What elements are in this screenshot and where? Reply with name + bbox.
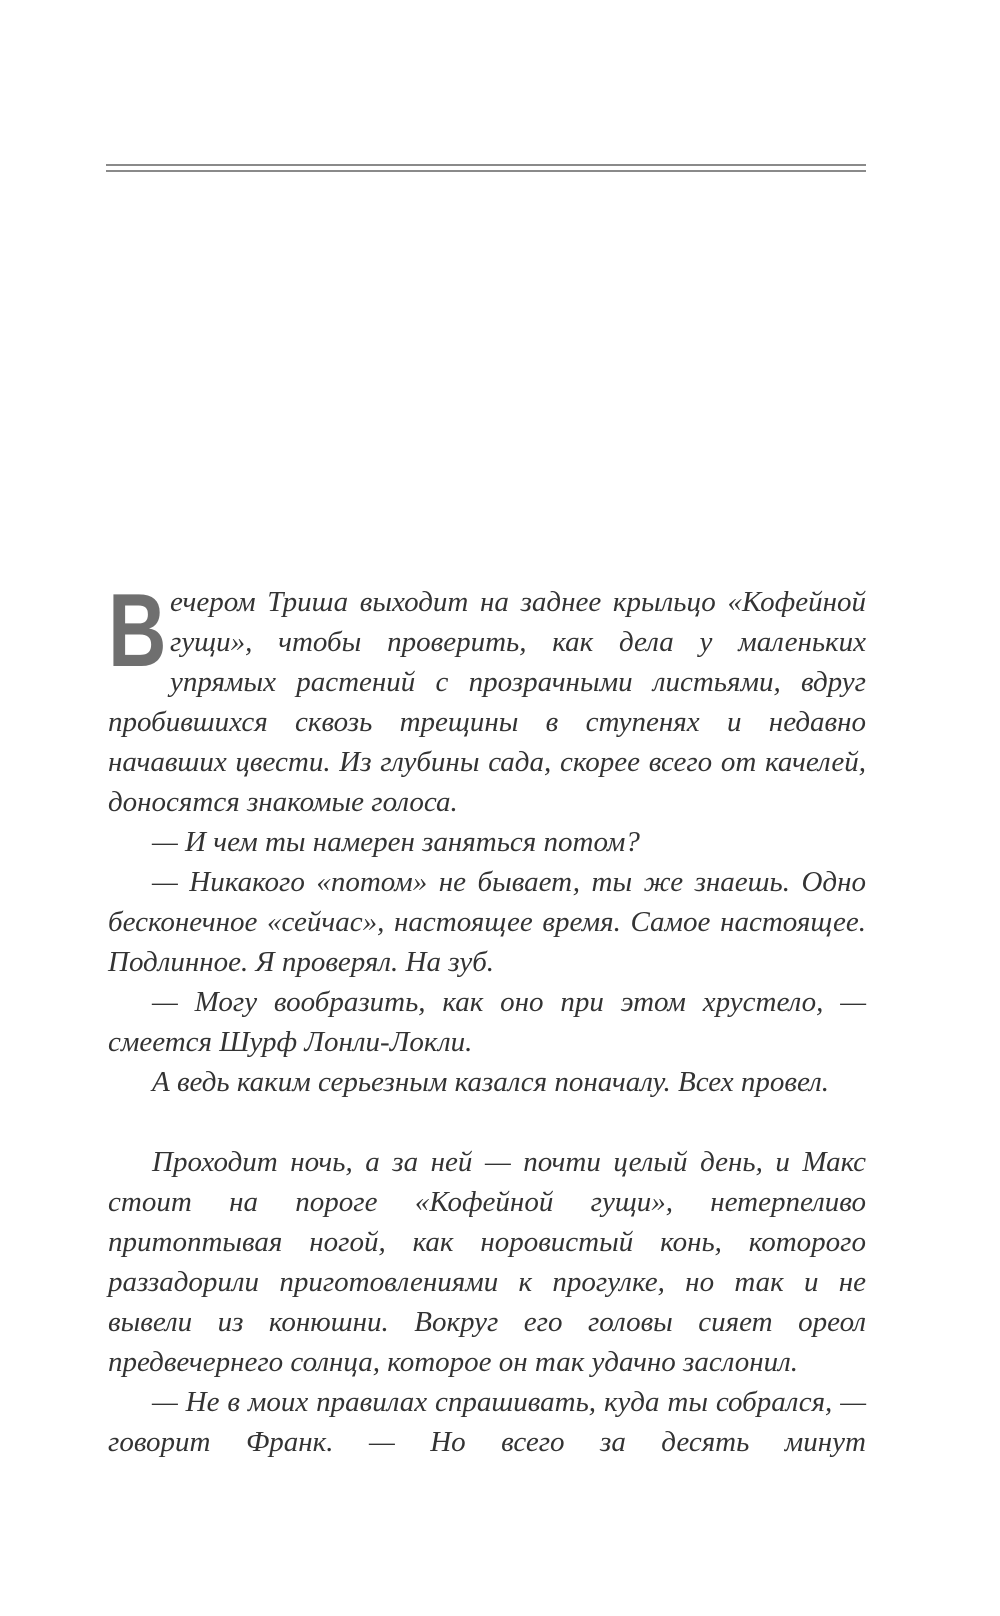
paragraph-5: А ведь каким серьезным казался поначалу. Всех провел.	[152, 1066, 829, 1098]
section-break	[108, 1102, 866, 1142]
paragraph-1	[108, 573, 866, 822]
paragraph-4: — Могу вообразить, как оно при этом хрустело, — смеется Шурф Лонли-Локли.	[108, 986, 866, 1058]
paragraph-3: — Никакого «потом» не бывает, ты же знаешь. Одно бесконечное «сейчас», настоящее время. Самое настоящее. Подлинное. Я проверял. На зуб.	[108, 866, 866, 978]
body-text	[108, 573, 866, 1462]
paragraph-1-text: ечером Триша выходит на заднее крыльцо «Кофейной гущи», чтобы проверить, как дела у маленьких упрямых растений с прозрачными листьями, вдруг пробившихся сквозь трещины в ступенях и недавно начавших цвести. Из глубины сада, скорее всего от качелей, доносятся знакомые голоса.	[108, 586, 866, 818]
header-rule-bottom	[106, 170, 866, 172]
paragraph-2: — И чем ты намерен заняться потом?	[152, 826, 640, 858]
paragraph-6: Проходит ночь, а за ней — почти целый день, и Макс стоит на пороге «Кофейной гущи», нетерпеливо притоптывая ногой, как норовистый конь, которого раззадорили приготовлениями к прогулке, но так и не вывели из конюшни. Вокруг его головы сияет ореол предвечернего солнца, которое он так удачно заслонил.	[108, 1146, 866, 1378]
paragraph-7: — Не в моих правилах спрашивать, куда ты собрался, — говорит Франк. — Но всего за десять минут	[108, 1386, 866, 1458]
drop-cap: В	[108, 573, 167, 689]
header-rule-top	[106, 164, 866, 166]
